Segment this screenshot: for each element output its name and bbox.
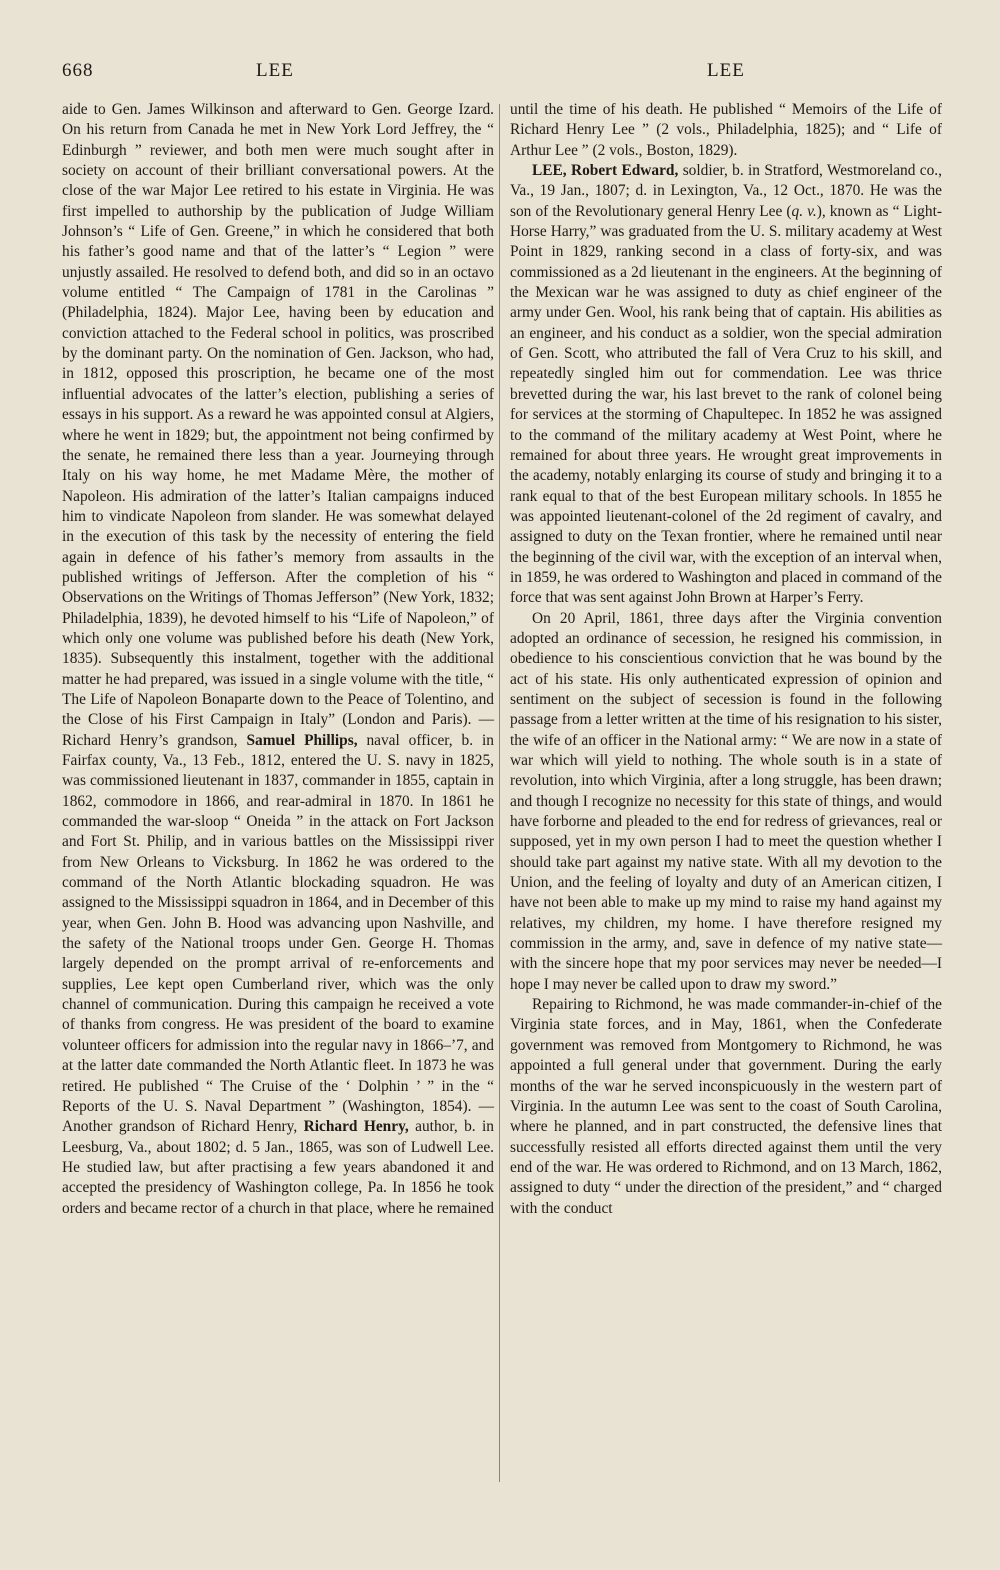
left-running-head: LEE: [256, 60, 294, 81]
richmond-paragraph: Repairing to Richmond, he was made commander-in-chief of the Virginia state forces, and in May, 1861, when the Confederate government was removed from Montgomery to Richmond, he was appointed a full general under that government. During the early months of the war he served inconspicuously in the western part of Virginia. In the autumn Lee was sent to the coast of South Carolina, where he planned, and in part constructed, the defensive lines that successfully resisted all efforts directed against them until the very end of the war. He was ordered to Richmond, and on 13 March, 1862, assigned to duty “ under the direction of the president,” and “ charged with the conduct: [510, 996, 942, 1217]
paragraph-text: naval officer, b. in Fairfax county, Va., 13 Feb., 1812, entered the U. S. navy in 1825, was commissioned lieutenant in 1837, commander in 1855, captain in 1862, commodore in 1866, and rear-admiral in 1870. In 1861 he commanded the war-sloop “ Oneida ” in the attack on Fort Jackson and Fort St. Philip, and in various battles on the Mississippi river from New Orleans to Vicksburg. In 1862 he was ordered to the command of the North Atlantic blockading squadron. He was assigned to the Mississippi squadron in 1864, and in December of this year, when Gen. John B. Hood was advancing upon Nashville, and the safety of the National troops under Gen. George H. Thomas largely depended on the prompt arrival of re-enforcements and supplies, Lee kept open Cumberland river, which was the only channel of communication. During this campaign he received a vote of thanks from congress. He was president of the board to examine volunteer officers for admission into the regular navy in 1866–’7, and at the latter date commanded the North Atlantic fleet. In 1873 he was retired. He published “ The Cruise of the ‘ Dolphin ’ ” in the “ Reports of the U. S. Naval Department ” (Washington, 1854). —Another grandson of Richard Henry,: [62, 731, 494, 1136]
entry-name-samuel-phillips: Samuel Phillips,: [246, 731, 358, 749]
paragraph-text: soldier, b. in Stratford, Westmoreland co., Va., 19 Jan., 1807; d. in Lexington, Va., 12 Oct., 1870. He was the son of the Revolutionary general Henry Lee (: [510, 162, 942, 220]
right-column: [510, 100, 942, 1219]
right-running-head: LEE: [707, 60, 745, 81]
qv-reference: q. v.: [791, 202, 817, 220]
entry-paragraph: [510, 161, 942, 609]
left-paragraph: [62, 100, 494, 1219]
paragraph-text: aide to Gen. James Wilkinson and afterward to Gen. George Izard. On his return from Canada he met in New York Lord Jeffrey, the “ Edinburgh ” reviewer, and both men were much sought after in society on account of their brilliant conversational powers. At the close of the war Major Lee retired to his estate in Virginia. He was first impelled to authorship by the publication of Judge William Johnson’s “ Life of Gen. Greene,” in which he considered that both his father’s good name and that of the latter’s “ Legion ” were unjustly assailed. He resolved to defend both, and did so in an octavo volume entitled “ The Campaign of 1781 in the Carolinas ” (Philadelphia, 1824). Major Lee, having been by education and conviction attached to the Federal school in politics, was proscribed by the dominant party. On the nomination of Gen. Jackson, who had, in 1812, opposed this proscription, he became one of the most influential advocates of the latter’s election, publishing a series of essays in his support. As a reward he was appointed consul at Algiers, where he went in 1829; but, the appointment not being confirmed by the senate, he remained there less than a year. Journeying through Italy on his way home, he met Madame Mère, the mother of Napoleon. His admiration of the latter’s Italian campaigns induced him to vindicate Napoleon from slander. He was somewhat delayed in the execution of this task by the necessity of entering the field again in defence of his father’s memory from assaults in the published writings of Jefferson. After the completion of his “ Observations on the Writings of Thomas Jefferson” (New York, 1832; Philadelphia, 1839), he devoted himself to his “Life of Napoleon,” of which only one volume was published before his death (New York, 1835). Subsequently this instalment, together with the additional matter he had prepared, was issued in a single volume with the title, “ The Life of Napoleon Bonaparte down to the Peace of Tolentino, and the Close of his First Campaign in Italy” (London and Paris). —Richard Henry’s grandson,: [62, 101, 494, 749]
paragraph-text: author, b. in Leesburg, Va., about 1802; d. 5 Jan., 1865, was son of Ludwell Lee. He studied law, but after practising a few years abandoned it and accepted the presidency of Washington college, Pa. In 1856 he took orders and became rector of a church in that place, where he remained: [62, 1118, 494, 1217]
column-divider: [499, 104, 500, 1482]
page-number: 668: [62, 60, 94, 81]
entry-name-robert-edward: LEE, Robert Edward,: [532, 162, 679, 180]
secession-paragraph: On 20 April, 1861, three days after the Virginia convention adopted an ordinance of secession, he resigned his commission, in obedience to his conscientious conviction that he was bound by the act of his state. His only authenticated expression of opinion and sentiment on the subject of secession is found in the following passage from a letter written at the time of his resignation to his sister, the wife of an officer in the National army: “ We are now in a state of war which will yield to nothing. The whole south is in a state of revolution, into which Virginia, after a long struggle, has been drawn; and though I recognize no necessity for this state of things, and would have forborne and pleaded to the end for redress of grievances, real or supposed, yet in my own person I had to meet the question whether I should take part against my native state. With all my devotion to the Union, and the feeling of loyalty and duty of an American citizen, I have not been able to make up my mind to raise my hand against my relatives, my children, my home. I have therefore resigned my commission in the army, and, save in defence of my native state—with the sincere hope that my poor services may never be needed—I hope I may never be called upon to draw my sword.”: [510, 609, 942, 993]
left-column: [62, 100, 494, 1219]
entry-name-richard-henry: Richard Henry,: [303, 1118, 409, 1136]
paragraph-text: ), known as “ Light-Horse Harry,” was graduated from the U. S. military academy at West Point in 1829, ranking second in a class of forty-six, and was commissioned as a 2d lieutenant in the engineers. At the beginning of the Mexican war he was assigned to duty as chief engineer of the army under Gen. Wool, his rank being that of captain. His abilities as an engineer, and his conduct as a soldier, won the special admiration of Gen. Scott, who attributed the fall of Vera Cruz to his skill, and repeatedly singled him out for commendation. Lee was thrice brevetted during the war, his last brevet to the rank of colonel being for services at the storming of Chapultepec. In 1852 he was assigned to the command of the military academy at West Point, where he remained for about three years. He wrought great improvements in the academy, notably enlarging its course of study and bringing it to a rank equal to that of the best European military schools. In 1855 he was appointed lieutenant-colonel of the 2d regiment of cavalry, and assigned to duty on the Texan frontier, where he remained until near the beginning of the civil war, with the exception of an interval when, in 1859, he was ordered to Washington and placed in command of the force that was sent against John Brown at Harper’s Ferry.: [510, 202, 942, 607]
page-header: [62, 60, 950, 90]
continuation-paragraph: until the time of his death. He published “ Memoirs of the Life of Richard Henry Lee ” (2 vols., Philadelphia, 1825); and “ Life of Arthur Lee ” (2 vols., Boston, 1829).: [510, 101, 942, 159]
